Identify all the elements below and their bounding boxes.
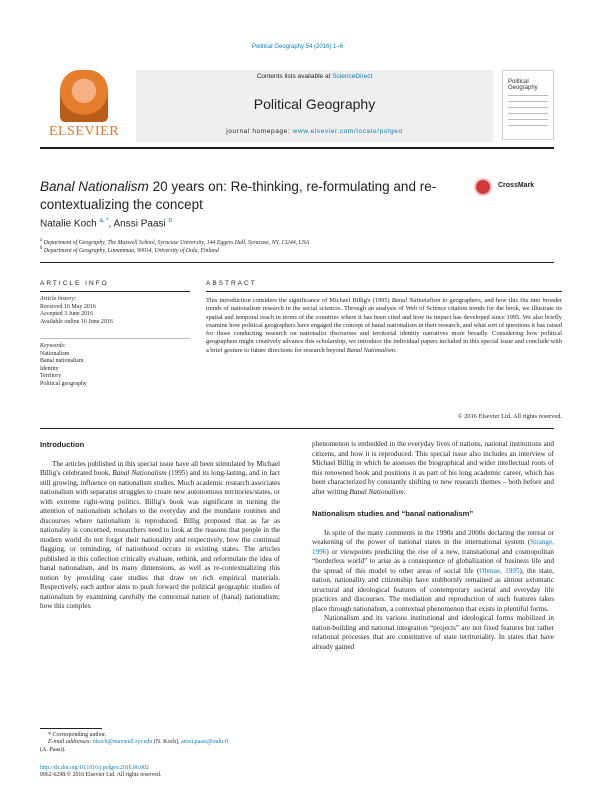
elsevier-logo [40, 70, 128, 140]
abstract-bottom-rule [40, 428, 554, 429]
info-divider [40, 338, 190, 339]
abstract-text: This introduction considers the significance of Michael Billig's (1995) Banal Nationalism to geographers, and how this fits into broader trends of nationalism research in the social sciences. Through an analysis of Web of Science citation trends for the book, we illustrate its spatial and temporal reach in terms of the countries where it has been cited and how its impact has developed since 1995. We also briefly examine how political geographers have engaged the concept of banal nationalism in their research, and what sort of questions it has raised for those conducting research on nationalist discourses and territorial identity narratives more broadly. Considering how political geographers might creatively advance this scholarship, we introduce the individual papers included in this special issue and conclude with a brief gesture to future directions for research beyond Banal Nationalism. [206, 297, 562, 354]
journal-banner [136, 70, 493, 142]
abstract-rule [206, 291, 562, 292]
footnote-rule [40, 728, 102, 729]
keyword: Nationalism [40, 350, 70, 357]
footnote: * Corresponding author. E-mail addresses: nkoch@maxwell.syr.edu (N. Koch), anssi.paasi@oulu.fi (A. Paasi). [40, 732, 229, 753]
citation-link[interactable]: Ohmae, 1995 [479, 566, 520, 575]
article-title: Banal Nationalism 20 years on: Re-thinking, re-formulating and re-contextualizing the concept [40, 179, 437, 212]
body-paragraph: Nationalism and its various institutional and ideological forms mobilized in nation-building and national integration “projects” are not fixed features but rather relational processes that are constitutive of state territoriality. In states that have already gained [312, 614, 554, 651]
cover-title: Political Geography [508, 79, 538, 91]
crossmark-label: CrossMark [498, 182, 535, 189]
rights-line: 0962-6298/© 2016 Elsevier Ltd. All rights reserved. [40, 772, 162, 778]
author-affiliation-link[interactable]: a, * [99, 218, 109, 224]
keyword: Banal nationalism [40, 358, 84, 365]
journal-title: Political Geography [253, 96, 376, 112]
keywords: Keywords: Nationalism Banal nationalism Identity Territory Political geography [40, 343, 190, 389]
abstract-copyright: © 2016 Elsevier Ltd. All rights reserved. [457, 413, 562, 420]
cover-decoration [508, 95, 548, 131]
keyword: Political geography [40, 380, 87, 387]
doi-link[interactable]: http://dx.doi.org/10.1016/j.polgeo.2016.06.002 [40, 765, 149, 771]
article-info-heading: ARTICLE INFO [40, 280, 109, 287]
body-column-right [312, 440, 554, 652]
body-paragraph: The articles published in this special issue have all been stimulated by Michael Billig's celebrated book, Banal Nationalism (1995) and its long-lasting, and in fact still growing, influence on nationalism studies. Much academic research associates nationalism with separatist struggles to create new autonomous territories/states, or with extreme right-wing politics. Billig's book was significant in turning the attention of nationalism scholars to the everyday and the mundane routines and discourses where nationalism is reproduced. Billig proposed that as far as nationality is concerned, researchers need to look at the reasons that people in the modern world do not forget their nationality and respectively, how the continual flagging, or reminding, of nationhood occurs in existing states. The articles published in this collection critically evaluate, rethink, and reformulate the idea of banal nationalism, and its many dimensions, as well as re-contextualizing this notion by providing case studies that draw on rich empirical materials. Respectively, each author aims to push forward the political geographic studies of nationalism by examining carefully the contextual nature of (banal) nationalism; how this complex [40, 459, 280, 610]
received-date: Received 16 May 2016 [40, 303, 96, 310]
crossmark-badge[interactable] [474, 178, 554, 198]
crossmark-icon [474, 178, 492, 196]
accepted-date: Accepted 3 June 2016 [40, 311, 94, 318]
author-affiliation-link[interactable]: b [168, 218, 172, 224]
body-paragraph: In spite of the many comments in the 1990s and 2000s declaring the retreat or weakening of the power of national states in the international system (Strange, 1996) or viewpoints predicting the rise of a new, transnational and cosmopolitan “borderless world” to arise as a consequence of globalization of business life and the spread of this model to other areas of social life (Ohmae, 1995), the state, nation, nationality and citizenship have stubbornly remained as almost axiomatic structural and ideological features of contemporary societal and everyday life practices and discourses. The mediation and reproduction of such features takes place through nationalism, a contextual phenomenon that exists in plentiful forms. [312, 528, 554, 613]
online-date: Available online 16 June 2016 [40, 318, 113, 325]
doi-block [40, 765, 161, 779]
journal-reference[interactable]: Political Geography 54 (2016) 1–6 [251, 44, 344, 50]
citation-link[interactable]: Strange, 1996 [312, 538, 554, 556]
email-link[interactable]: anssi.paasi@oulu.fi [181, 739, 229, 746]
email-link[interactable]: nkoch@maxwell.syr.edu [92, 739, 153, 746]
body-paragraph: phenomenon is embedded in the everyday lives of nations, national institutions and citizens, and how it is reproduced. This special issue also includes an interview of Michael Billig in which he assesses the biographical and wider intellectual roots of this renowned book and positions it as part of his long academic career, which has been characterized by constantly shifting to new research themes – both before and after writing Banal Nationalism. [312, 440, 554, 496]
abstract-heading: ABSTRACT [206, 280, 257, 287]
header-rule [40, 147, 554, 149]
elsevier-wordmark: ELSEVIER [48, 124, 120, 139]
sciencedirect-link[interactable]: ScienceDirect [332, 73, 373, 80]
affiliation-a: $^a$ Department of Geography, The Maxwell School, Syracuse University, 144 Eggers Hall, Syracuse, NY, 13244, USA [40, 238, 310, 246]
section-heading: Introduction [40, 440, 85, 449]
keyword: Territory [40, 373, 62, 380]
journal-homepage: journal homepage: www.elsevier.com/locate/polgeo [226, 128, 403, 135]
section-heading: Nationalism studies and “banal nationalism” [312, 509, 474, 518]
affiliation-b: $^b$ Department of Geography, Linnanmaa, 90014, University of Oulu, Finland [40, 246, 219, 254]
author-name: Natalie Koch [40, 218, 97, 230]
article-info-rule [40, 291, 190, 292]
article-history: Article history: Received 16 May 2016 Accepted 3 June 2016 Available online 16 June 2016 [40, 296, 190, 326]
author-name: Anssi Paasi [113, 218, 166, 230]
journal-cover-thumbnail [502, 70, 554, 140]
elsevier-tree-icon [60, 70, 108, 122]
homepage-link[interactable]: www.elsevier.com/locate/polgeo [292, 128, 403, 135]
contents-line: Contents lists available at ScienceDirect [256, 73, 373, 80]
affiliation-rule [40, 262, 554, 263]
author-list: Natalie Koch $^{a, *}$, Anssi Paasi $^b$ [40, 218, 172, 230]
keyword: Identity [40, 365, 59, 372]
body-column-left [40, 440, 280, 612]
